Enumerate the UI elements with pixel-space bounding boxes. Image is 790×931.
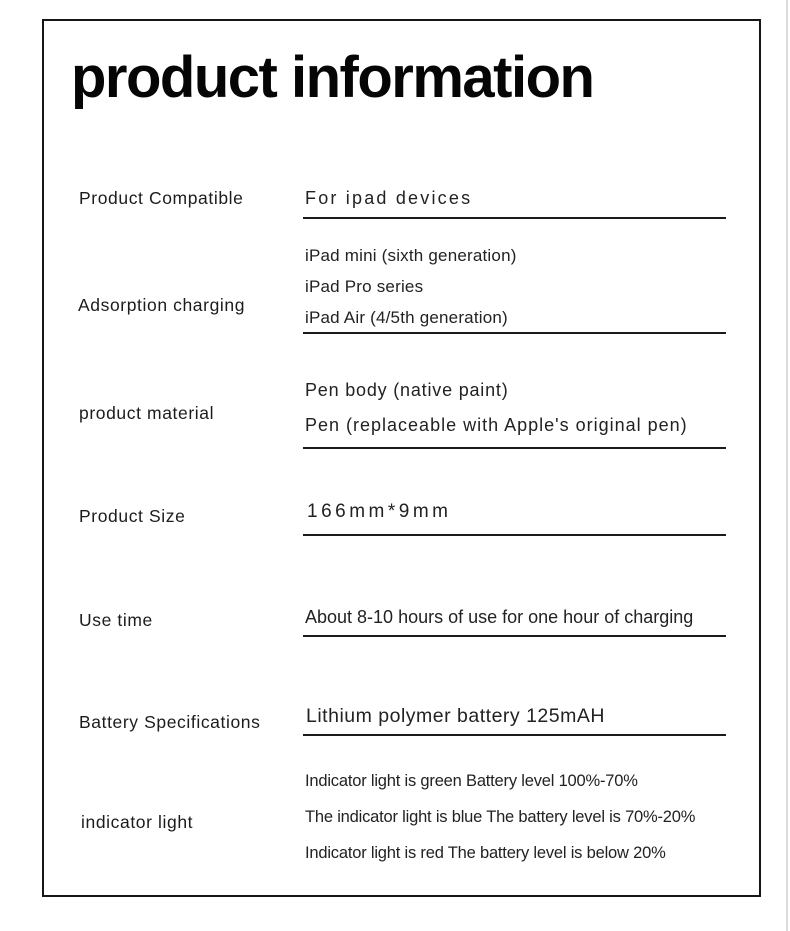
spec-underline — [303, 332, 726, 334]
spec-value-product-size: 166mm*9mm — [307, 501, 452, 522]
spec-label-battery-specifications: Battery Specifications — [79, 712, 261, 732]
spec-underline — [303, 635, 726, 637]
spec-value-product-compatible: For ipad devices — [305, 188, 473, 208]
spec-label-product-compatible: Product Compatible — [79, 188, 244, 208]
spec-label-adsorption-charging: Adsorption charging — [78, 295, 246, 315]
spec-value-use-time: About 8-10 hours of use for one hour of charging — [305, 607, 694, 627]
spec-label-use-time: Use time — [79, 610, 153, 630]
spec-label-product-material: product material — [79, 403, 215, 423]
spec-value-line: Pen body (native paint) — [305, 380, 509, 400]
spec-value-line: iPad Air (4/5th generation) — [305, 308, 508, 327]
spec-label-product-size: Product Size — [79, 506, 186, 526]
spec-value-line: Indicator light is green Battery level 100%-70% — [305, 772, 638, 790]
spec-underline — [303, 217, 726, 219]
spec-value-line: iPad mini (sixth generation) — [305, 246, 517, 265]
spec-value-battery-specifications: Lithium polymer battery 125mAH — [306, 705, 605, 727]
spec-value-line: Pen (replaceable with Apple's original pen) — [305, 415, 688, 435]
spec-value-adsorption-charging — [305, 240, 517, 333]
spec-value-line: The indicator light is blue The battery level is 70%-20% — [305, 808, 696, 826]
spec-underline — [303, 534, 726, 536]
spec-underline — [303, 734, 726, 736]
spec-label-indicator-light: indicator light — [81, 812, 194, 832]
spec-value-line: iPad Pro series — [305, 277, 424, 296]
page-right-edge-line — [786, 0, 788, 931]
page-title: product information — [71, 45, 594, 110]
spec-value-line: Indicator light is red The battery level is below 20% — [305, 844, 666, 862]
spec-underline — [303, 447, 726, 449]
spec-value-indicator-light — [305, 763, 695, 871]
